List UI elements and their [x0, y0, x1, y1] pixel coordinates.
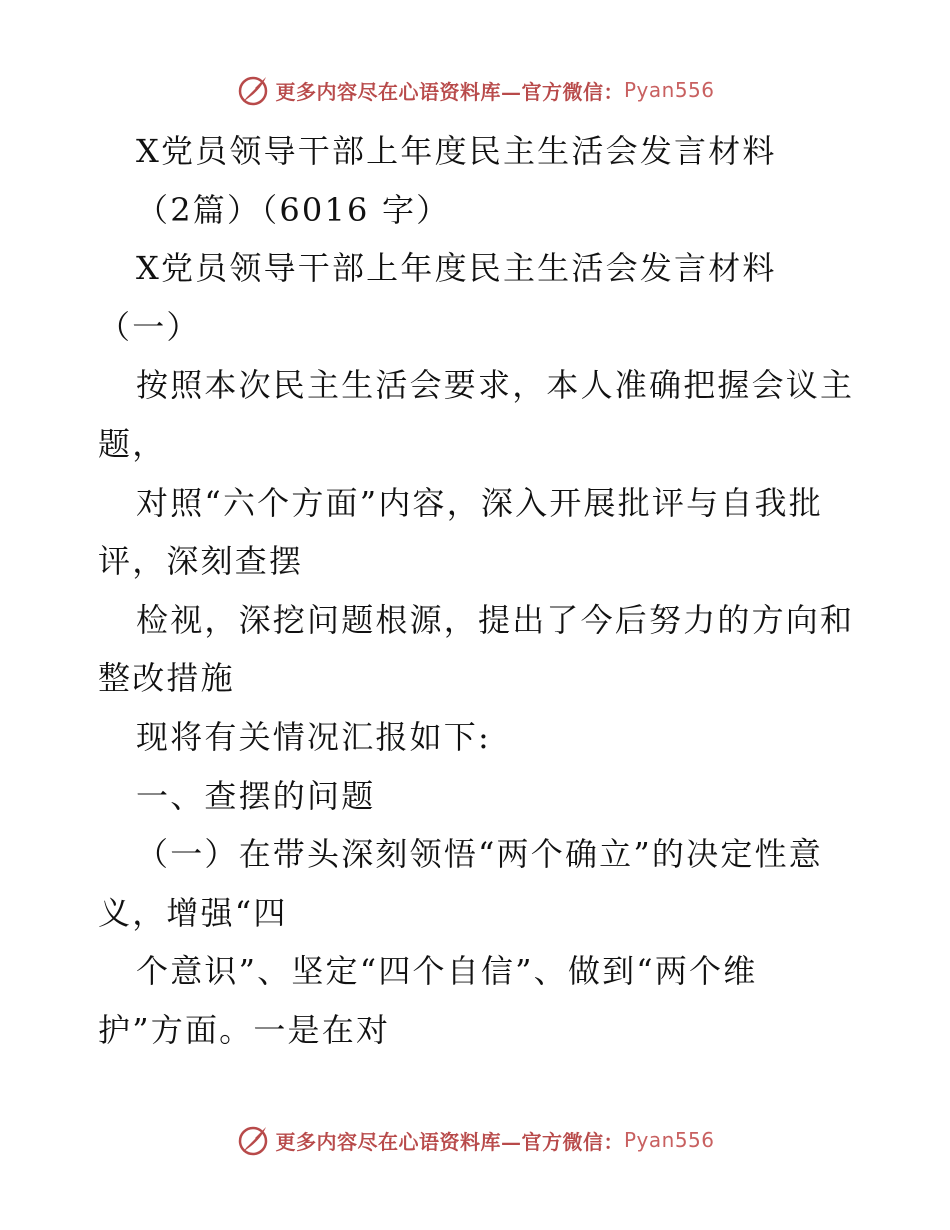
paragraph-line: 对照“六个方面”内容，深入开展批评与自我批: [136, 483, 823, 522]
paragraph-line: 个意识”、坚定“四个自信”、做到“两个维: [136, 952, 758, 991]
watermark-text: 更多内容尽在心语资料库—官方微信：: [275, 79, 624, 104]
section-title: X党员领导干部上年度民主生活会发言材料: [136, 249, 777, 288]
paragraph-line: 整改措施: [98, 659, 235, 698]
footer-watermark: [0, 1120, 950, 1160]
document-title: X党员领导干部上年度民主生活会发言材料: [136, 132, 777, 170]
quill-logo-icon: [235, 72, 271, 108]
paragraph-line: 按照本次民主生活会要求，本人准确把握会议主: [136, 366, 855, 405]
paragraph-line: 义，增强“四: [98, 893, 288, 932]
watermark-wechat-id: Pyan556: [623, 1128, 715, 1152]
section-number: （一）: [98, 307, 201, 346]
paragraph-line: （一）在带头深刻领悟“两个确立”的决定性意: [136, 835, 823, 874]
heading-problems: 一、查摆的问题: [136, 776, 376, 815]
paragraph-line: 题，: [98, 424, 167, 463]
paragraph-line: 检视，深挖问题根源，提出了今后努力的方向和: [136, 600, 855, 639]
paragraph-line: 现将有关情况汇报如下:: [136, 717, 491, 756]
paragraph-line: 评，深刻查摆: [98, 542, 304, 581]
quill-logo-icon: [235, 1122, 271, 1158]
paragraph-line: 护”方面。一是在对: [98, 1010, 391, 1049]
watermark-wechat-id: Pyan556: [623, 78, 715, 102]
watermark-text: 更多内容尽在心语资料库—官方微信：: [275, 1129, 624, 1154]
document-subtitle: （2篇）（6016 字）: [136, 190, 451, 229]
document-body: [98, 122, 858, 1060]
header-watermark: [0, 70, 950, 110]
